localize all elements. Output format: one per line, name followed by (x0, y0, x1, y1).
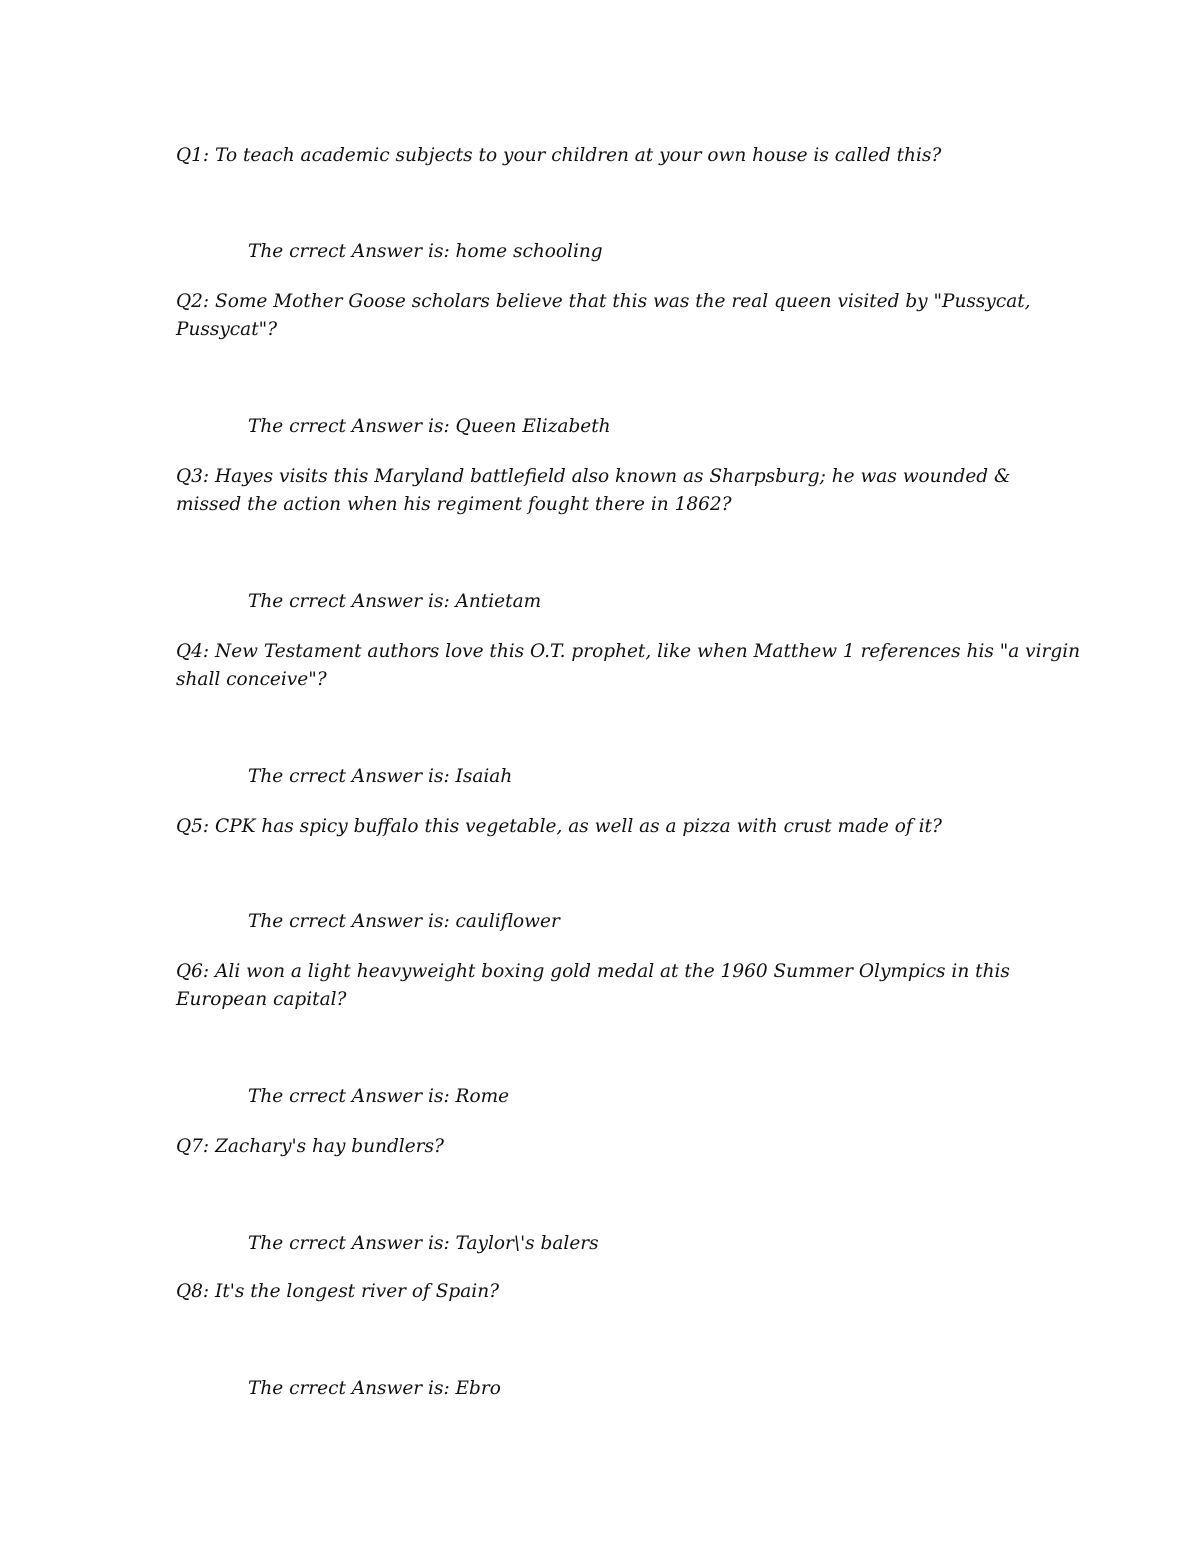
question-6-line-1: Q6: Ali won a light heavyweight boxing gold medal at the 1960 Summer Olympics in this (176, 961, 1010, 982)
answer-4: The crrect Answer is: Isaiah (248, 766, 513, 787)
question-4-line-2: shall conceive"? (176, 669, 327, 690)
answer-7: The crrect Answer is: Taylor\'s balers (248, 1233, 599, 1254)
question-1: Q1: To teach academic subjects to your children at your own house is called this? (176, 145, 942, 166)
question-2-line-2: Pussycat"? (176, 319, 278, 340)
question-3-line-2: missed the action when his regiment fought there in 1862? (176, 494, 732, 515)
answer-8: The crrect Answer is: Ebro (248, 1378, 501, 1399)
answer-6: The crrect Answer is: Rome (248, 1086, 510, 1107)
answer-2: The crrect Answer is: Queen Elizabeth (248, 416, 611, 437)
question-6-line-2: European capital? (176, 989, 347, 1010)
question-7: Q7: Zachary's hay bundlers? (176, 1136, 444, 1157)
question-5: Q5: CPK has spicy buffalo this vegetable, as well as a pizza with crust made of it? (176, 816, 942, 837)
answer-3: The crrect Answer is: Antietam (248, 591, 542, 612)
answer-5: The crrect Answer is: cauliflower (248, 911, 560, 932)
answer-1: The crrect Answer is: home schooling (248, 241, 603, 262)
question-8: Q8: It's the longest river of Spain? (176, 1281, 500, 1302)
question-4-line-1: Q4: New Testament authors love this O.T. prophet, like when Matthew 1 references his "a virgin (176, 641, 1081, 662)
question-2-line-1: Q2: Some Mother Goose scholars believe that this was the real queen visited by "Pussycat, (176, 291, 1031, 312)
question-3-line-1: Q3: Hayes visits this Maryland battlefield also known as Sharpsburg; he was wounded & (176, 466, 1011, 487)
